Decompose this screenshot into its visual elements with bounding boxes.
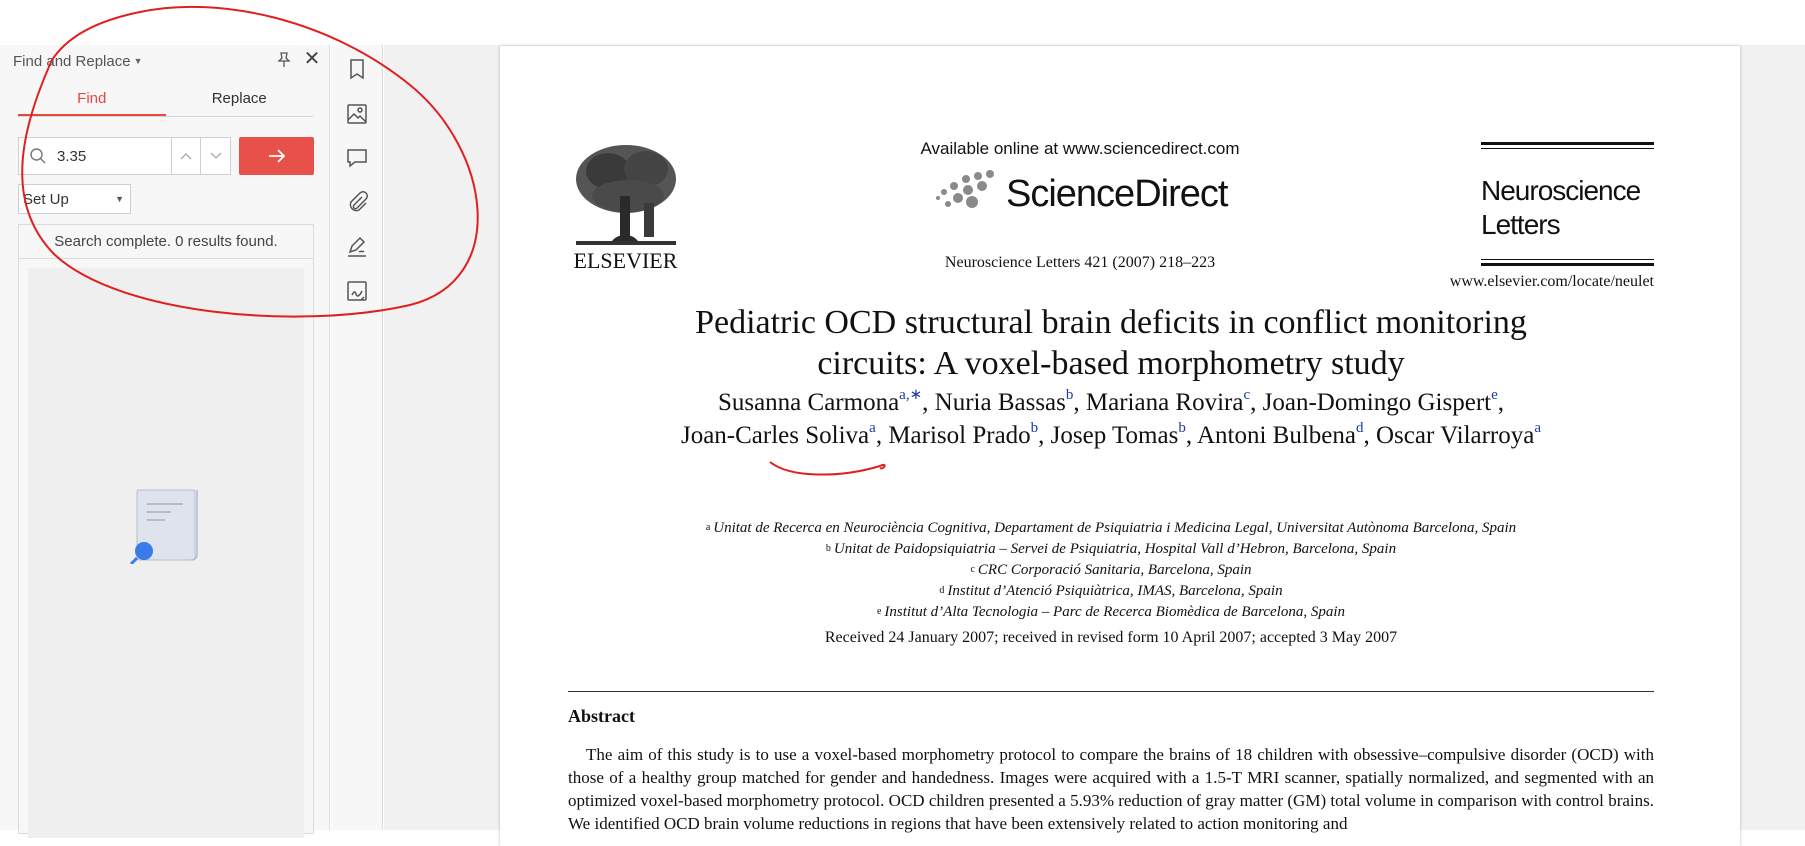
author-affil-mark[interactable]: e <box>1491 387 1498 403</box>
author-affil-mark[interactable]: a <box>1534 420 1542 436</box>
bookmark-icon[interactable] <box>344 56 370 82</box>
author-name: Susanna Carmona <box>717 389 900 416</box>
tab-find[interactable]: Find <box>18 85 166 116</box>
search-icon <box>29 147 47 165</box>
affiliation-text: Institut d’Atenció Psiquiàtrica, IMAS, Barcelona, Spain <box>947 583 1283 599</box>
search-input-value: 3.35 <box>57 147 87 165</box>
results-list <box>28 268 304 838</box>
search-go-button[interactable] <box>239 137 314 175</box>
author-line2 <box>568 419 1654 452</box>
affiliation-line <box>568 581 1654 602</box>
affiliation-line <box>568 602 1654 623</box>
image-icon[interactable] <box>344 101 370 127</box>
author-name: , Mariana Rovira <box>1073 389 1244 416</box>
document-viewer[interactable] <box>384 45 1805 833</box>
previous-result-button[interactable] <box>171 137 201 175</box>
search-row <box>18 137 314 175</box>
tab-replace[interactable]: Replace <box>211 90 267 107</box>
author-affil-mark[interactable]: b <box>1030 420 1039 436</box>
received-dates: Received 24 January 2007; received in revised form 10 April 2007; accepted 3 May 2007 <box>824 629 1398 646</box>
affiliation-mark: a <box>705 522 711 533</box>
journal-logo <box>1481 142 1654 268</box>
caret-down-icon: ▼ <box>133 56 143 66</box>
author-separator: , <box>1497 389 1505 416</box>
author-name: , Josep Tomas <box>1038 422 1179 449</box>
author-name: , Joan-Domingo Gispert <box>1250 389 1492 416</box>
affiliation-text: Unitat de Recerca en Neurociència Cognitiva, Departament de Psiquiatria i Medicina Legal, Universitat Autònoma Barcelona, Spain <box>713 520 1517 536</box>
author-line1 <box>568 386 1654 419</box>
author-affil-mark[interactable]: a <box>869 420 876 436</box>
panel-title-dropdown[interactable] <box>13 49 143 73</box>
chevron-down-icon <box>210 152 222 160</box>
search-status: Search complete. 0 results found. <box>19 225 313 259</box>
arrow-right-icon <box>267 148 287 164</box>
affiliation-text: Unitat de Paidopsiquiatria – Servei de Psiquiatria, Hospital Vall d’Hebron, Barcelona, Spain <box>833 541 1397 557</box>
signature-icon[interactable] <box>344 234 370 260</box>
document-page <box>500 46 1740 846</box>
journal-citation: Neuroscience Letters 421 (2007) 218–223 <box>944 254 1216 271</box>
author-name: , Marisol Prado <box>875 422 1031 449</box>
journal-name-line2: Letters <box>1481 209 1560 240</box>
next-result-button[interactable] <box>201 137 231 175</box>
journal-url: www.elsevier.com/locate/neulet <box>1449 273 1654 290</box>
author-affil-mark[interactable]: b <box>1065 387 1074 403</box>
chevron-up-icon <box>180 152 192 160</box>
caret-down-icon: ▼ <box>115 194 124 204</box>
find-replace-panel <box>0 45 330 830</box>
panel-title: Find and Replace <box>13 52 131 70</box>
find-replace-tabs <box>18 85 313 117</box>
image-sign-icon[interactable] <box>344 278 370 304</box>
journal-logo-rule <box>1481 148 1654 149</box>
top-bar <box>0 0 1805 45</box>
author-name: , Nuria Bassas <box>922 389 1066 416</box>
author-affil-mark[interactable]: a,∗ <box>899 387 923 403</box>
affiliation-line <box>568 518 1654 539</box>
author-list <box>568 386 1654 452</box>
author-affil-mark[interactable]: d <box>1355 420 1364 436</box>
author-affil-mark[interactable]: c <box>1243 387 1251 403</box>
publisher-name: ELSEVIER <box>573 248 678 273</box>
journal-logo-rule <box>1481 259 1654 260</box>
affiliations <box>568 518 1654 623</box>
journal-logo-rule <box>1481 142 1654 145</box>
affiliation-text: Institut d’Alta Tecnologia – Parc de Recerca Biomèdica de Barcelona, Spain <box>884 604 1346 620</box>
affiliation-line <box>568 560 1654 581</box>
available-online-text: Available online at www.sciencedirect.com <box>920 139 1240 158</box>
pin-icon[interactable] <box>275 51 293 69</box>
affiliation-mark: e <box>876 606 882 617</box>
article-title-line2: circuits: A voxel-based morphometry study <box>817 345 1405 382</box>
sciencedirect-dots-logo <box>932 168 1007 218</box>
journal-name-line1: Neuroscience <box>1481 175 1641 206</box>
affiliation-mark: b <box>825 543 831 554</box>
author-name: , Antoni Bulbena <box>1185 422 1356 449</box>
search-scope-value: Set Up <box>23 190 69 208</box>
journal-logo-text <box>1481 174 1640 242</box>
article-title <box>568 302 1654 384</box>
affiliation-text: CRC Corporació Sanitaria, Barcelona, Spain <box>977 562 1252 578</box>
side-toolstrip <box>331 45 383 830</box>
affiliation-line <box>568 539 1654 560</box>
comment-icon[interactable] <box>344 145 370 171</box>
sciencedirect-wordmark: ScienceDirect <box>1006 173 1228 215</box>
article-title-line1: Pediatric OCD structural brain deficits in conflict monitoring <box>695 304 1527 341</box>
attachment-icon[interactable] <box>344 189 370 215</box>
affiliation-mark: d <box>939 585 945 596</box>
results-panel <box>18 224 314 834</box>
search-input[interactable] <box>18 137 171 175</box>
no-results-illustration <box>125 484 205 564</box>
close-icon[interactable]: ✕ <box>303 48 321 70</box>
search-scope-select[interactable] <box>18 184 131 214</box>
author-affil-mark[interactable]: b <box>1178 420 1186 436</box>
author-name: , Oscar Vilarroya <box>1363 422 1535 449</box>
section-divider <box>568 691 1654 692</box>
affiliation-mark: c <box>970 564 975 575</box>
abstract-heading: Abstract <box>568 706 635 726</box>
journal-logo-rule <box>1481 263 1654 266</box>
abstract-text: The aim of this study is to use a voxel-based morphometry protocol to compare the brains of 18 children with obsessive–compulsive disorder (OCD) with those of a healthy group matched for gender and handedness. Images were acquired with a 1.5-T MRI scanner, spatially normalized, and segmented with an optimized voxel-based morphometry protocol. OCD children presented a 5.93% reduction of gray matter (GM) total volume in comparison with control brains. We identified OCD brain volume reductions in regions that have been extensively related to action monitoring and <box>568 745 1654 833</box>
author-name: Joan-Carles Soliva <box>680 422 870 449</box>
